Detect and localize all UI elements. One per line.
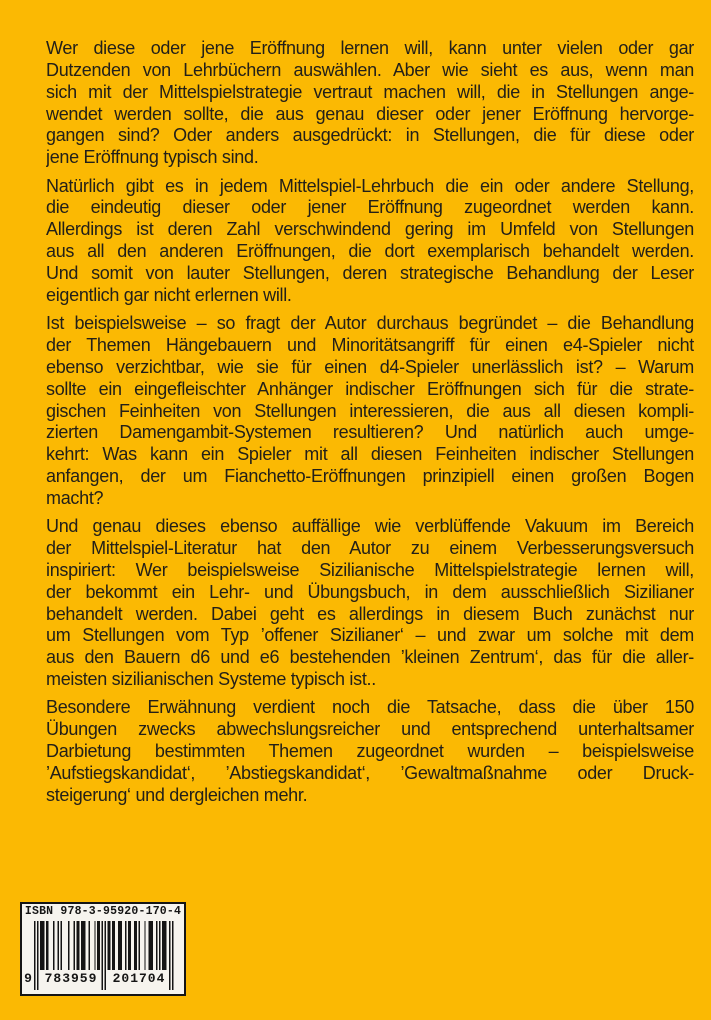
paragraph — [46, 516, 694, 691]
text-line: behandelt werden. Dabei geht es allerdings in diesem Buch zunächst nur — [46, 603, 694, 624]
text-line: die eindeutig dieser oder jener Eröffnung zugeordnet werden kann. — [46, 197, 694, 218]
text-line: Ist beispielsweise – so fragt der Autor durchaus begründet – die Behandlung — [46, 313, 694, 334]
text-line: Wer diese oder jene Eröffnung lernen will, kann unter vielen oder gar — [46, 38, 694, 58]
text-line: Dutzenden von Lehrbüchern auswählen. Aber wie sieht es aus, wenn man — [46, 59, 694, 80]
text-line: der bekommt ein Lehr- und Übungsbuch, in dem ausschließlich Sizilianer — [46, 581, 694, 602]
text-line: gangen sind? Oder anders ausgedrückt: in Stellungen, die für diese oder — [46, 125, 694, 146]
paragraph — [46, 697, 694, 806]
barcode-digits-right: 201704 — [112, 971, 166, 986]
back-cover-text — [46, 38, 694, 813]
text-line: Und genau dieses ebenso auffällige wie verblüffende Vakuum im Bereich — [46, 516, 694, 537]
text-line: der Themen Hängebauern und Minoritätsangriff für einen e4-Spieler nicht — [46, 334, 694, 355]
text-line: aus all den anderen Eröffnungen, die dort exemplarisch behandelt werden. — [46, 241, 694, 262]
text-line: inspiriert: Wer beispielsweise Sizilianische Mittelspielstrategie lernen will, — [46, 559, 694, 580]
text-line: um Stellungen vom Typ ’offener Sizilianer‘ – und zwar um solche mit dem — [46, 625, 694, 646]
text-line: ’Aufstiegskandidat‘, ’Abstiegskandidat‘, ’Gewaltmaßnahme oder Druck- — [46, 763, 694, 783]
text-line: Besondere Erwähnung verdient noch die Tatsache, dass die über 150 — [46, 697, 694, 718]
text-line: kehrt: Was kann ein Spieler mit all diesen Feinheiten indischer Stellungen — [46, 444, 694, 465]
text-line: wendet werden sollte, die aus genau dieser oder jener Eröffnung hervorge- — [46, 103, 694, 124]
barcode-digits-left: 783959 — [44, 971, 98, 986]
text-line: ebenso verzichtbar, wie sie für einen d4-Spieler unerlässlich ist? – Warum — [46, 356, 694, 377]
isbn-barcode-box — [20, 902, 186, 996]
text-line: Allerdings ist deren Zahl verschwindend gering im Umfeld von Stellungen — [46, 219, 694, 240]
text-line: Natürlich gibt es in jedem Mittelspiel-Lehrbuch die ein oder andere Stellung, — [46, 175, 694, 196]
text-line: sich mit der Mittelspielstrategie vertraut machen will, die in Stellungen ange- — [46, 81, 694, 102]
text-line: jene Eröffnung typisch sind. — [46, 147, 259, 168]
text-line: zierten Damengambit-Systemen resultieren? Und natürlich auch umge- — [46, 422, 694, 443]
text-line: macht? — [46, 487, 104, 508]
text-line: eigentlich gar nicht erlernen will. — [46, 284, 292, 305]
text-line: Darbietung bestimmten Themen zugeordnet wurden – beispielsweise — [46, 741, 694, 762]
text-line: steigerung‘ und dergleichen mehr. — [46, 784, 308, 805]
text-line: aus den Bauern d6 und e6 bestehenden ’kleinen Zentrum‘, das für die aller- — [46, 647, 694, 668]
paragraph — [46, 313, 694, 510]
text-line: Und somit von lauter Stellungen, deren strategische Behandlung der Leser — [46, 262, 694, 283]
text-line: Übungen zwecks abwechslungsreicher und entsprechend unterhaltsamer — [46, 719, 694, 740]
text-line: meisten sizilianischen Systeme typisch ist.. — [46, 669, 376, 690]
paragraph — [46, 176, 694, 307]
text-line: anfangen, der um Fianchetto-Eröffnungen prinzipiell einen großen Bogen — [46, 466, 694, 487]
text-line: gischen Feinheiten von Stellungen interessieren, die aus all diesen kompli- — [46, 400, 694, 421]
paragraph — [46, 38, 694, 169]
barcode-digit-first: 9 — [24, 971, 32, 986]
text-line: der Mittelspiel-Literatur hat den Autor zu einem Verbesserungsversuch — [46, 538, 694, 559]
text-line: sollte ein eingefleischter Anhänger indischer Eröffnungen sich für die strate- — [46, 378, 694, 399]
ean-barcode — [22, 904, 184, 994]
isbn-label: ISBN 978-3-95920-170-4 — [24, 905, 182, 918]
